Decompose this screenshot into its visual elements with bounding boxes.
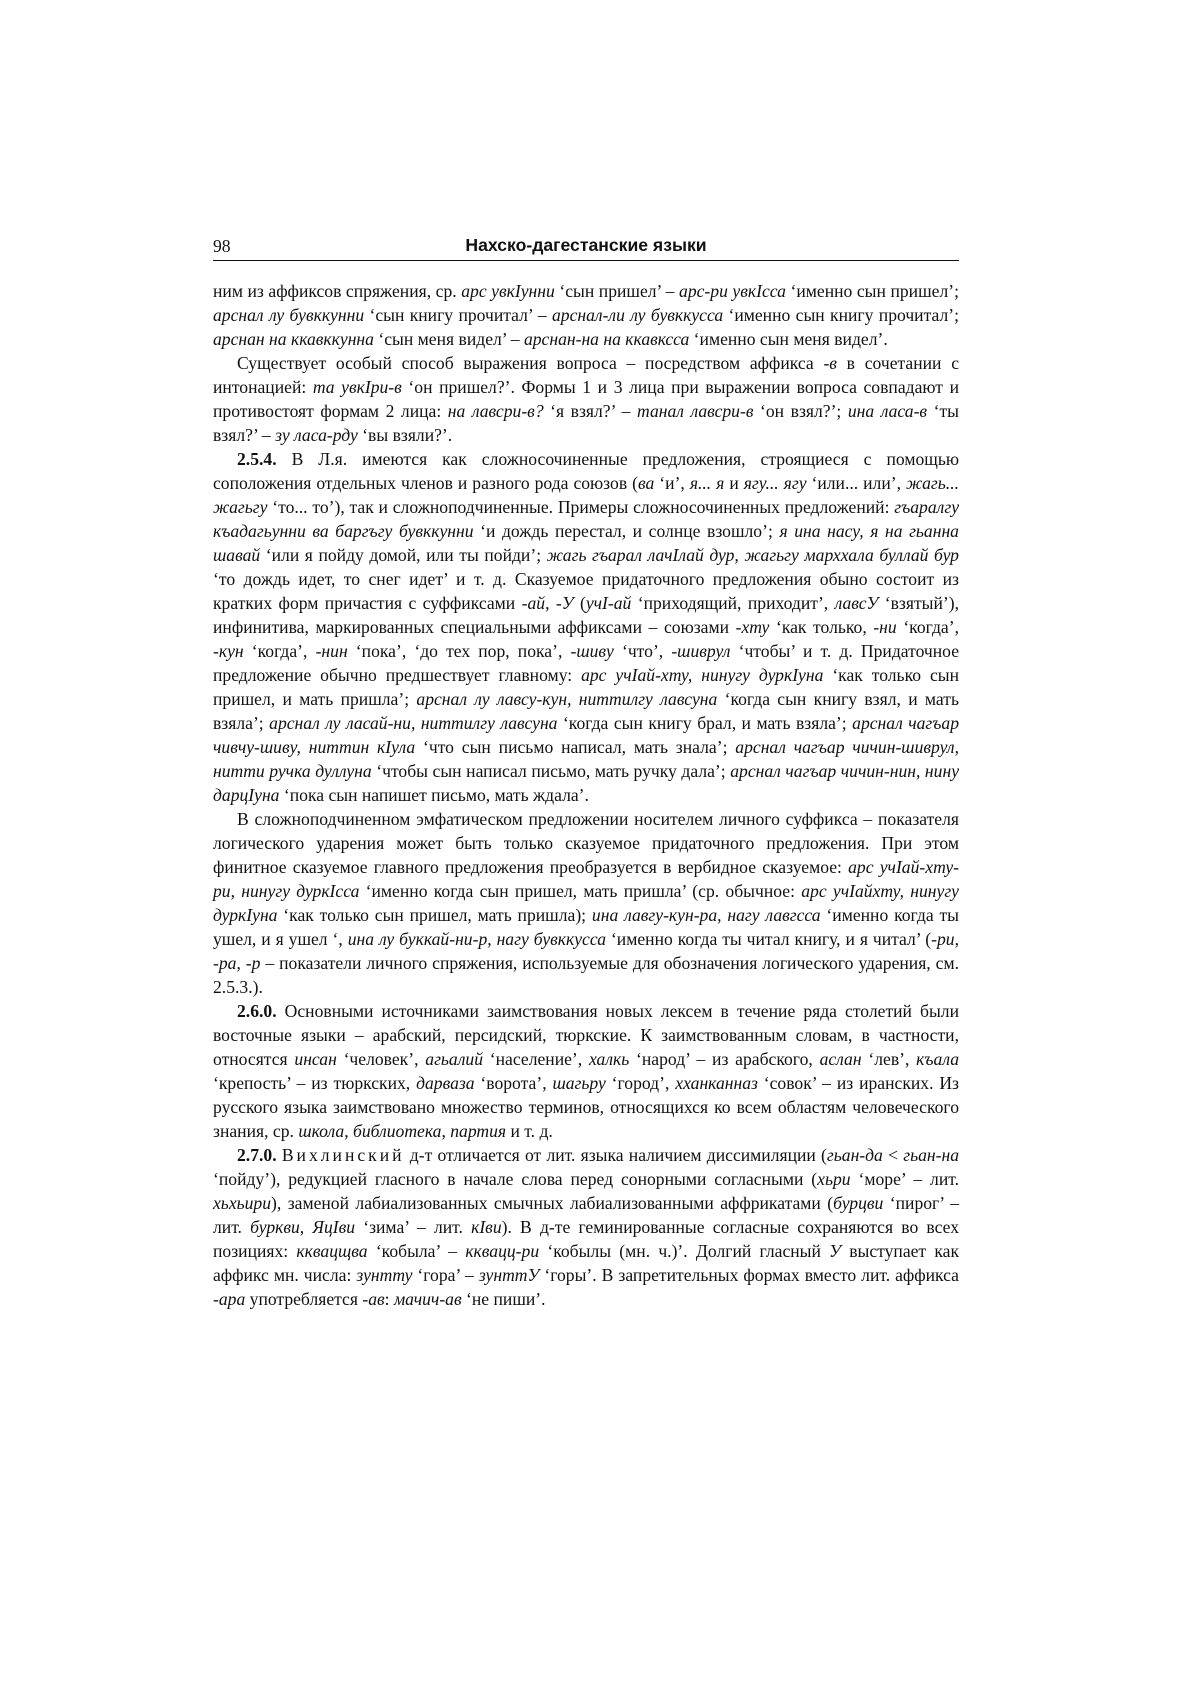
text-run: , [545,593,556,613]
italic-example: на лавсри-в? [447,401,544,421]
italic-example: -в [823,353,837,373]
italic-example: -хту [735,617,770,637]
section-number: 2.7.0. [237,1145,277,1165]
text-run: ‘именно когда ты ушел, и я ушел ‘, [213,905,959,949]
text-run: ). В д-те геминированные согласные сохраняются во всех позициях: [213,1217,960,1261]
spaced-term: Вихлинский [281,1145,405,1165]
text-run: ‘город’, [605,1073,676,1093]
text-run: ‘как только, [769,617,874,637]
text-run: выступает как аффикс мн. числа: [213,1241,959,1285]
text-run: , [954,929,959,949]
text-run: употребляется [245,1289,363,1309]
text-run: и [724,473,744,493]
italic-example: арснал чагъар чичин-шиврул, нитти ручка дуллуна [213,737,959,781]
text-run: , [236,953,246,973]
italic-example: -ав [362,1289,385,1309]
paragraph [213,999,959,1143]
text-run: ‘как только сын пришел, и мать пришла’; [213,665,959,709]
text-run: ‘сын книгу прочитал’ – [364,305,552,325]
text-run: ‘взятый’), инфинитива, маркированных специальными аффиксами – союзами [213,593,960,637]
italic-example: я... я [689,473,725,493]
italic-example: ва [637,473,655,493]
text-run: ‘именно когда сын пришел, мать пришла’ (ср. обычное: [359,881,802,901]
text-run: ‘вы взяли?’. [357,425,453,445]
text-run: ‘он пришел?’. Формы 1 и 3 лица при выражении вопроса совпадают и противостоят формам 2 лица: [213,377,960,421]
text-run: ‘то... то’), так и сложноподчиненные. Примеры сложносочиненных предложений: [267,497,895,517]
text-run: ‘и дождь перестал, и солнце взошло’; [473,521,780,541]
italic-example: зунттУ [478,1265,540,1285]
italic-example: -нин [315,641,348,661]
paragraph [213,279,959,351]
text-run: , [441,1121,451,1141]
text-run: ‘пойду’), редукцией гласного в начале слова перед сонорными согласными ( [213,1169,818,1189]
italic-example: жагь... жагьгу [213,473,959,517]
italic-example: дарваза [416,1073,475,1093]
italic-example: кIви [471,1217,502,1237]
text-run: ‘то дождь идет, то снег идет’ и т. д. Сказуемое придаточного предложения обыно состоит из кратких форм причастия с суффиксами [213,569,959,613]
italic-example: -У [555,593,574,613]
italic-example: -ни [873,617,897,637]
text-run: ‘лев’, [861,1049,917,1069]
italic-example: арснал-ли лу бувккусса [551,305,724,325]
text-run: В Л.я. имеются как сложносочиненные предложения, строящиеся с помощью соположения отдельных членов и разного рода союзов ( [213,449,959,493]
italic-example: арснал чагъар чичин-нин, нину дарцIуна [213,761,959,805]
italic-example: я ина насу, я на гьанна шавай [213,521,959,565]
text-run: ‘крепость’ – из тюркских, [213,1073,417,1093]
text-run: < [882,1145,904,1165]
text-run: , [299,1217,313,1237]
italic-example: танал лавсри-в [637,401,754,421]
text-run: ‘море’ – лит. [850,1169,959,1189]
text-run: ‘сын пришел’ – [554,281,680,301]
italic-example: халкь [588,1049,630,1069]
text-run: ‘ворота’, [474,1073,553,1093]
italic-example: къала [916,1049,959,1069]
italic-example: хьхьири [213,1193,272,1213]
italic-example: арснан на ккавккунна [213,329,374,349]
text-run: ‘гора’ – [412,1265,479,1285]
italic-example: библиотека [353,1121,442,1141]
text-run: ‘или... или’, [806,473,906,493]
text-run: ), заменой лабиализованных смычных лабиализованными аффрикатами ( [271,1193,834,1213]
text-run: : [384,1289,394,1309]
text-run: ‘чтобы сын написал письмо, мать ручку дала’; [371,761,731,781]
text-run: В сложноподчиненном эмфатическом предложении носителем личного суффикса – показателя логического ударения может быть только сказуемое придаточного предложения. При этом финитное сказуемое главного предложения преобразуется в вербидное сказуемое: [213,809,959,877]
text-run: ‘или я пойду домой, или ты пойди’; [260,545,547,565]
text-run: ‘население’, [483,1049,589,1069]
italic-example: арс увкIунни [461,281,555,301]
text-run: ‘ты взял?’ – [213,401,959,445]
text-run: ‘когда’, [243,641,316,661]
text-run: ‘именно сын пришел’; [785,281,959,301]
italic-example: арс учIай-хту-ри, нинугу дуркIсса [213,857,959,901]
paragraph [213,447,959,807]
section-number: 2.6.0. [237,1001,277,1021]
page-header [213,232,959,261]
text-run: д-т отличается от лит. языка наличием диссимиляции ( [404,1145,827,1165]
italic-example: аслан [819,1049,862,1069]
italic-example: арснан-на на ккавксса [523,329,690,349]
text-run: ‘и’, [654,473,690,493]
text-run: ‘кобылы (мн. ч.)’. Долгий гласный [539,1241,830,1261]
text-run: ‘что’, [613,641,672,661]
italic-example: ЯцIви [312,1217,356,1237]
text-run: ‘сын меня видел’ – [373,329,524,349]
italic-example: -ра [213,953,237,973]
italic-example: бурцви [833,1193,884,1213]
text-run: ‘именно сын книгу прочитал’; [723,305,959,325]
italic-example: -кун [213,641,244,661]
italic-example: агьалий [425,1049,483,1069]
italic-example: школа [298,1121,345,1141]
text-run: ‘пирог’ – лит. [213,1193,960,1237]
page-number: 98 [213,236,231,256]
italic-example: арс-ри увкIсса [679,281,786,301]
text-run: ‘совок’ – из иранских. Из русского языка заимствовано множество терминов, относящихся ко всем областям человеческого знания, ср. [213,1073,959,1141]
text-run: Основными источниками заимствования новых лексем в течение ряда столетий были восточные языки – арабский, персидский, тюркские. К заимствованным словам, в частности, относятся [213,1001,959,1069]
italic-example: арс учIай-хту, нинугу дуркIуна [581,665,824,685]
italic-example: зунтту [356,1265,413,1285]
italic-example: та увкIри-в [312,377,402,397]
italic-example: зу ласа-рду [275,425,358,445]
text-run: ‘зима’ – лит. [355,1217,472,1237]
italic-example: -р [245,953,261,973]
text-run: ‘когда сын книгу взял, и мать взяла’; [213,689,959,733]
text-run: ‘когда’, [896,617,959,637]
italic-example: -ара [213,1289,246,1309]
italic-example: хханканназ [675,1073,758,1093]
italic-example: -шиврул [671,641,731,661]
text-run: ( [573,593,586,613]
italic-example: мачич-ав [393,1289,462,1309]
text-run: ‘кобыла’ – [367,1241,466,1261]
text-run: ‘именно когда ты читал книгу, и я читал’ ( [606,929,932,949]
italic-example: партия [450,1121,507,1141]
text-run: – показатели личного спряжения, используемые для обозначения логического ударения, см. 2.5.3.). [213,953,959,997]
text-run: ‘когда сын книгу брал, и мать взяла’; [557,713,853,733]
italic-example: арснал лу лавсу-кун, ниттилгу лавсуна [416,689,718,709]
italic-example: кквацщва [296,1241,368,1261]
text-run: ‘пока сын напишет письмо, мать ждала’. [279,785,589,805]
text-run: ‘именно сын меня видел’. [689,329,888,349]
italic-example: ина лавгу-кун-ра, нагу лавгсса [591,905,821,925]
paragraph [213,807,959,999]
text-run: ‘чтобы’ и т. д. Придаточное предложение обычно предшествует главному: [213,641,960,685]
italic-example: жагь гъарал лачIлай дур, жагьгу марххала буллай бур [546,545,959,565]
italic-example: ина ласа-в [847,401,928,421]
italic-example: буркви [250,1217,300,1237]
text-run: в сочетании с интонацией: [213,353,960,397]
text-run: ‘народ’ – из арабского, [629,1049,820,1069]
italic-example: ина лу буккай-ни-р, нагу бувккусса [347,929,607,949]
italic-example: кквацц-ри [465,1241,540,1261]
text-run: ‘я взял?’ – [543,401,638,421]
text-run: ним из аффиксов спряжения, ср. [213,281,462,301]
text-run: ‘пока’, ‘до тех пор, пока’, [347,641,571,661]
italic-example: гъаралгу къадагьунни ва баргъгу бувккунни [213,497,959,541]
italic-example: лавсУ [834,593,879,613]
text-run: ‘приходящий, приходит’, [631,593,835,613]
text-run: ‘что сын письмо написал, мать знала’; [415,737,736,757]
body-text [213,279,959,1311]
italic-example: -ай [521,593,546,613]
italic-example: гьан-на [903,1145,959,1165]
section-number: 2.5.4. [237,449,277,469]
text-run: ‘человек’, [336,1049,426,1069]
text-run: ‘как только сын пришел, мать пришла); [277,905,592,925]
italic-example: арснал лу ласай-ни, ниттилгу лавсуна [269,713,558,733]
text-run: и т. д. [506,1121,553,1141]
italic-example: арснал лу бувккунни [213,305,365,325]
italic-example: шагьру [552,1073,606,1093]
text-run: , [344,1121,353,1141]
italic-example: -ри [931,929,955,949]
italic-example: арс учIайхту, нинугу дуркIуна [213,881,959,925]
italic-example: арснал чагъар чивчу-шиву, ниттин кIула [213,713,960,757]
text-run: ‘он взял?’; [753,401,848,421]
italic-example: хьри [817,1169,851,1189]
italic-example: инсан [294,1049,337,1069]
italic-example: -шиву [570,641,614,661]
running-title: Нахско-дагестанские языки [465,235,707,255]
text-run: ‘не пиши’. [461,1289,546,1309]
italic-example: ягу... ягу [743,473,807,493]
document-page [213,232,959,1311]
text-run: Существует особый способ выражения вопроса – посредством аффикса [237,353,824,373]
italic-example: гьан-да [826,1145,883,1165]
italic-example: У [829,1241,841,1261]
text-run: ‘горы’. В запретительных формах вместо лит. аффикса [539,1265,959,1285]
paragraph [213,351,959,447]
italic-example: учI-ай [585,593,632,613]
paragraph [213,1143,959,1311]
